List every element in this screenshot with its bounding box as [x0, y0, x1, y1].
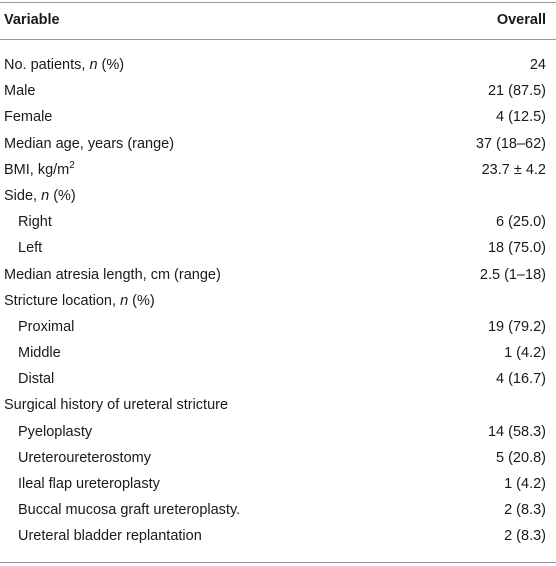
table-row: [0, 288, 556, 314]
row-value: 2.5 (1–18): [479, 266, 546, 283]
row-label: [4, 183, 76, 209]
row-label: Buccal mucosa graft ureteroplasty.: [18, 502, 241, 519]
table-row: [0, 445, 556, 471]
row-label-text: Stricture location,: [4, 292, 121, 309]
table-header: [0, 0, 556, 40]
row-label: Left: [18, 240, 43, 257]
row-value: 4 (16.7): [496, 371, 546, 388]
row-label: [4, 288, 155, 314]
table-row: [0, 497, 556, 523]
table-row: [0, 419, 556, 445]
row-label-text: (%): [128, 292, 155, 309]
row-value: 4 (12.5): [496, 109, 546, 126]
row-value: 37 (18–62): [475, 135, 546, 152]
table-row: [0, 314, 556, 340]
table-body: [0, 52, 556, 550]
row-label: Distal: [18, 371, 55, 388]
row-label-text: No. patients,: [4, 57, 90, 73]
row-label-italic: n: [89, 57, 98, 73]
table-row: [0, 131, 556, 157]
row-value: 1 (4.2): [504, 476, 546, 492]
row-label-italic: n: [120, 292, 129, 309]
table-row: [0, 235, 556, 261]
table-row: [0, 366, 556, 392]
row-label: Female: [4, 109, 53, 126]
table-row: [0, 52, 556, 78]
variable-column-header: Variable: [4, 12, 60, 28]
row-label-text: Side,: [4, 187, 42, 204]
row-value: 1 (4.2): [504, 345, 546, 362]
row-value: 2 (8.3): [504, 528, 546, 545]
row-label: Middle: [18, 345, 61, 362]
table-row: [0, 392, 556, 418]
table-row: [0, 157, 556, 183]
bottom-rule: [0, 562, 556, 563]
row-label-text: (%): [97, 57, 125, 73]
row-value: 24: [529, 57, 546, 73]
row-label: Ileal flap ureteroplasty: [18, 476, 160, 492]
table-row: [0, 78, 556, 104]
table-row: [0, 183, 556, 209]
row-label-text: BMI, kg/m: [4, 161, 70, 178]
row-label-italic: n: [41, 187, 50, 204]
header-rule: [0, 39, 556, 40]
row-value: 2 (8.3): [504, 502, 546, 519]
row-value: 5 (20.8): [496, 449, 546, 466]
table-row: [0, 471, 556, 497]
row-label: [4, 52, 124, 78]
row-label-superscript: 2: [69, 159, 75, 171]
row-label: Male: [4, 83, 36, 100]
table-row: [0, 262, 556, 288]
row-value: 6 (25.0): [496, 214, 546, 231]
row-label: Ureteroureterostomy: [18, 449, 151, 466]
row-value: 18 (75.0): [487, 240, 546, 257]
row-value: 19 (79.2): [487, 318, 546, 335]
table-row: [0, 340, 556, 366]
row-label: Median atresia length, cm (range): [4, 266, 221, 283]
row-label: Surgical history of ureteral stricture: [4, 397, 229, 414]
row-label-text: (%): [49, 187, 76, 204]
overall-column-header: Overall: [496, 12, 546, 28]
row-label: Median age, years (range): [4, 135, 175, 152]
row-label: Proximal: [18, 318, 75, 335]
row-label: [4, 157, 75, 183]
row-label: Right: [18, 214, 52, 231]
row-label: Pyeloplasty: [18, 423, 93, 440]
row-value: 21 (87.5): [487, 83, 546, 100]
table-row: [0, 209, 556, 235]
row-value: 14 (58.3): [487, 423, 546, 440]
row-value: 23.7 ± 4.2: [481, 161, 546, 178]
table-row: [0, 104, 556, 130]
table-row: [0, 523, 556, 549]
row-label: Ureteral bladder replantation: [18, 528, 202, 545]
